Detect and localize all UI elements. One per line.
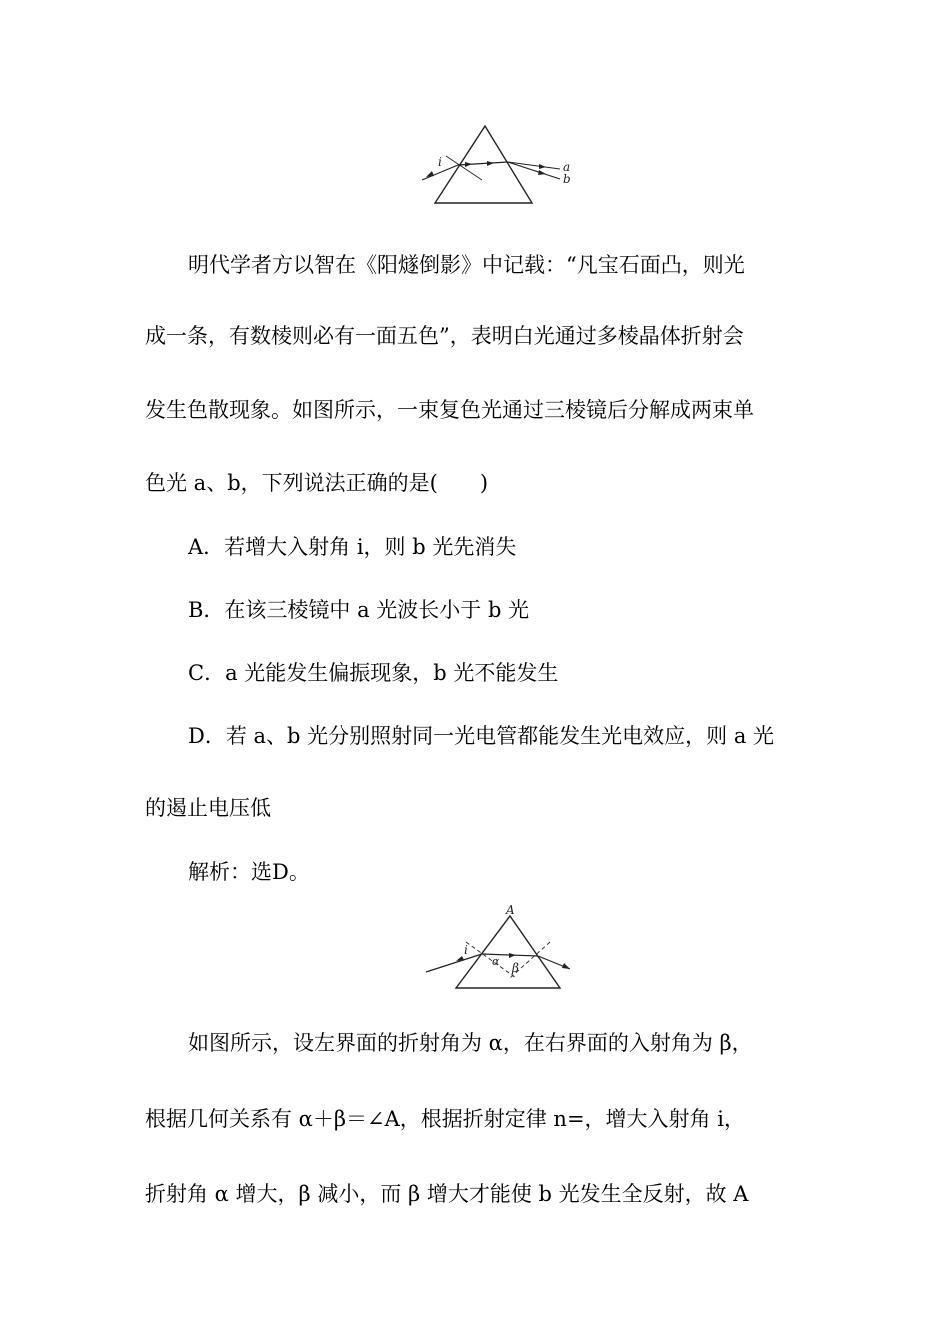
option-d-line-1: D．若 a、b 光分别照射同一光电管都能发生光电效应，则 a 光 [188, 724, 775, 748]
incident-ray-2 [426, 954, 482, 972]
prism-dispersion-diagram [420, 120, 580, 210]
prism-angle-diagram [420, 902, 580, 994]
label-beta: β [512, 961, 519, 975]
question-line-3: 发生色散现象。如图所示，一束复色光通过三棱镜后分解成两束单 [145, 398, 754, 422]
label-a: a [563, 160, 571, 174]
ray-a [508, 162, 560, 169]
option-d-line-2: 的遏止电压低 [145, 796, 271, 820]
option-c: C．a 光能发生偏振现象，b 光不能发生 [188, 661, 559, 685]
option-b: B．在该三棱镜中 a 光波长小于 b 光 [188, 598, 530, 622]
prism-triangle-2 [456, 916, 560, 988]
prism-angle-figure [420, 902, 580, 998]
label-A: A [506, 903, 515, 917]
option-a: A．若增大入射角 i，则 b 光先消失 [188, 535, 517, 559]
label-i-2: i [464, 943, 468, 957]
label-alpha: α [492, 955, 500, 968]
explanation-line-3: 折射角 α 增大，β 减小，而 β 增大才能使 b 光发生全反射，故 A [145, 1182, 749, 1206]
label-i: i [438, 155, 442, 169]
exit-arrow-2 [562, 963, 570, 969]
prism-dispersion-figure [420, 120, 580, 210]
question-line-4: 色光 a、b，下列说法正确的是( ) [145, 471, 489, 495]
explanation-line-2: 根据几何关系有 α＋β＝∠A，根据折射定律 n=，增大入射角 i， [145, 1107, 745, 1131]
label-b: b [563, 172, 571, 186]
incident-arrow [426, 171, 434, 177]
question-line-1: 明代学者方以智在《阳燧倒影》中记载：“凡宝石面凸，则光 [188, 253, 745, 277]
question-line-2: 成一条，有数棱则必有一面五色”，表明白光通过多棱晶体折射会 [145, 324, 744, 348]
answer-line: 解析：选D。 [188, 860, 310, 884]
explanation-line-1: 如图所示，设左界面的折射角为 α，在右界面的入射角为 β， [188, 1031, 753, 1055]
prism-triangle [435, 126, 532, 203]
normal-left [466, 942, 516, 978]
